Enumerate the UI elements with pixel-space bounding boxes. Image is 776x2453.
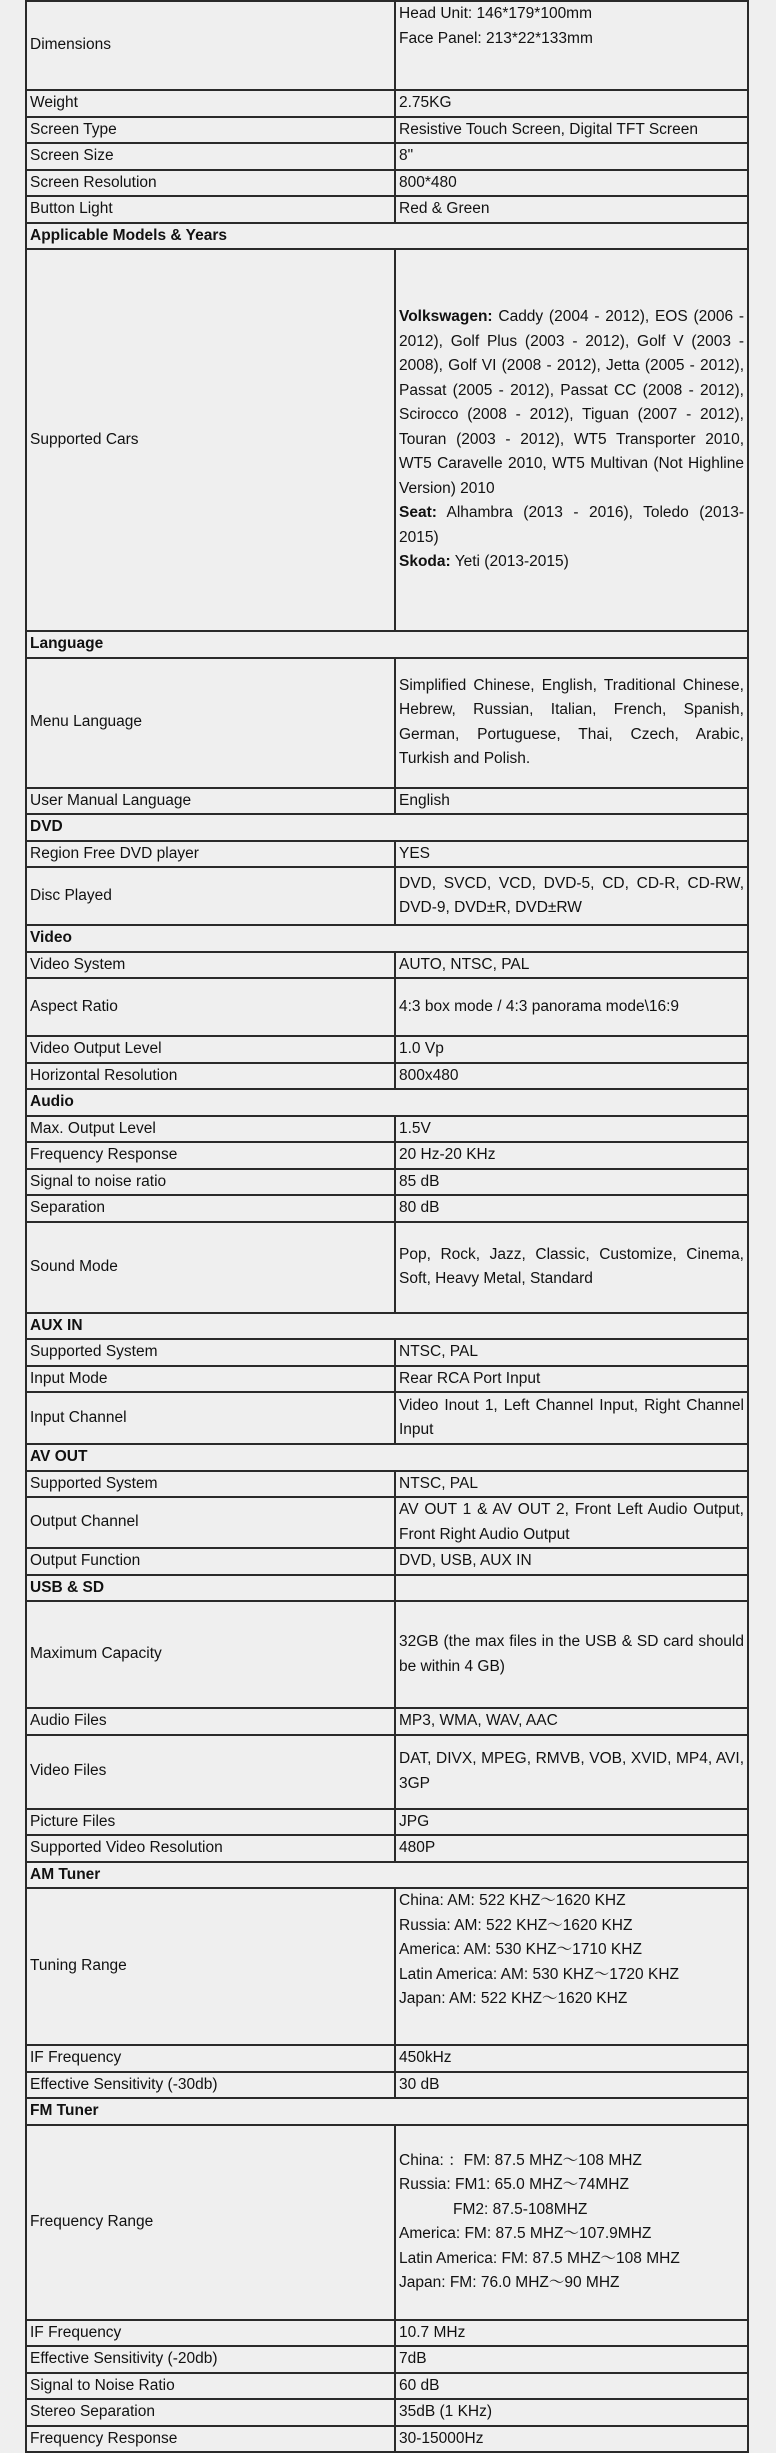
spec-value-line: FM2: 87.5-108MHZ [453, 2200, 588, 2218]
spec-value-line: China: AM: 522 KHZ～1620 KHZ [399, 1892, 626, 1909]
spec-value-line: Japan: FM: 76.0 MHZ～90 MHZ [399, 2274, 620, 2291]
spec-value: 30-15000Hz [395, 2426, 748, 2453]
section-title: FM Tuner [26, 2098, 748, 2125]
table-row [26, 117, 748, 144]
spec-label: Button Light [26, 196, 395, 223]
table-row [26, 1222, 748, 1313]
section-row [26, 631, 748, 658]
spec-value: 35dB (1 KHz) [395, 2399, 748, 2426]
spec-label: Supported Video Resolution [26, 1835, 395, 1862]
spec-label: Video Output Level [26, 1036, 395, 1063]
table-row [26, 1471, 748, 1498]
table-row [26, 1708, 748, 1735]
table-row [26, 658, 748, 788]
section-title: AV OUT [26, 1444, 748, 1471]
model-list: Alhambra (2013 - 2016), Toledo (2013-2015) [399, 504, 744, 546]
spec-value: 480P [395, 1835, 748, 1862]
table-row [26, 1735, 748, 1809]
spec-label: IF Frequency [26, 2320, 395, 2347]
spec-value: NTSC, PAL [395, 1339, 748, 1366]
table-row [26, 2426, 748, 2453]
model-list: Yeti (2013-2015) [454, 553, 569, 571]
spec-label: Screen Size [26, 143, 395, 170]
spec-label: IF Frequency [26, 2045, 395, 2072]
spec-label: Dimensions [26, 1, 395, 90]
spec-value-line: China: ：FM: 87.5 MHZ～108 MHZ [399, 2151, 642, 2169]
spec-value-line: Head Unit: 146*179*100mm [399, 5, 593, 22]
table-row [26, 2045, 748, 2072]
brand-name: Skoda: [399, 553, 451, 571]
section-row [26, 2098, 748, 2125]
supported-cars-vw [399, 305, 744, 501]
spec-value: 1.0 Vp [395, 1036, 748, 1063]
spec-value: NTSC, PAL [395, 1471, 748, 1498]
spec-label: Effective Sensitivity (-30db) [26, 2072, 395, 2099]
spec-value: AV OUT 1 & AV OUT 2, Front Left Audio Output, Front Right Audio Output [395, 1497, 748, 1548]
spec-value: JPG [395, 1809, 748, 1836]
section-row [26, 1575, 748, 1602]
spec-value [395, 1, 748, 90]
spec-label: Signal to noise ratio [26, 1169, 395, 1196]
empty-cell [395, 1575, 748, 1602]
spec-label: Input Mode [26, 1366, 395, 1393]
table-row [26, 952, 748, 979]
spec-value: 4:3 box mode / 4:3 panorama mode\16:9 [395, 978, 748, 1036]
spec-label: Output Function [26, 1548, 395, 1575]
spec-label: Horizontal Resolution [26, 1063, 395, 1090]
table-row [26, 1339, 748, 1366]
table-row [26, 1169, 748, 1196]
table-row [26, 2072, 748, 2099]
spec-label: Maximum Capacity [26, 1601, 395, 1708]
spec-value: Red & Green [395, 196, 748, 223]
table-row [26, 1497, 748, 1548]
spec-value [395, 2125, 748, 2320]
spec-value: 8" [395, 143, 748, 170]
spec-value: DVD, SVCD, VCD, DVD-5, CD, CD-R, CD-RW, DVD-9, DVD±R, DVD±RW [395, 867, 748, 925]
section-row [26, 814, 748, 841]
table-row [26, 978, 748, 1036]
table-row [26, 1142, 748, 1169]
table-row [26, 867, 748, 925]
table-row [26, 90, 748, 117]
spec-value: 2.75KG [395, 90, 748, 117]
spec-value: 32GB (the max files in the USB & SD card should be within 4 GB) [395, 1601, 748, 1708]
spec-value-line: Russia: AM: 522 KHZ～1620 KHZ [399, 1916, 633, 1934]
spec-value: Simplified Chinese, English, Traditional Chinese, Hebrew, Russian, Italian, French, Spanish, German, Portuguese, Thai, Czech, Arabic, Turkish and Polish. [395, 658, 748, 788]
spec-value: 30 dB [395, 2072, 748, 2099]
table-row [26, 841, 748, 868]
section-row [26, 1313, 748, 1340]
table-row [26, 196, 748, 223]
section-row [26, 925, 748, 952]
table-row [26, 2399, 748, 2426]
table-row [26, 1888, 748, 2045]
spec-value: 80 dB [395, 1195, 748, 1222]
brand-name: Seat: [399, 504, 437, 522]
spec-value: Resistive Touch Screen, Digital TFT Screen [395, 117, 748, 144]
section-title: Language [26, 631, 748, 658]
table-row [26, 1116, 748, 1143]
spec-label: Frequency Response [26, 1142, 395, 1169]
spec-label: Tuning Range [26, 1888, 395, 2045]
spec-label: Frequency Range [26, 2125, 395, 2320]
spec-label: Aspect Ratio [26, 978, 395, 1036]
spec-value: 800*480 [395, 170, 748, 197]
spec-value-line: Face Panel: 213*22*133mm [399, 29, 593, 47]
spec-value: English [395, 788, 748, 815]
spec-label: Effective Sensitivity (-20db) [26, 2346, 395, 2373]
table-row [26, 2320, 748, 2347]
spec-value-line: Latin America: FM: 87.5 MHZ～108 MHZ [399, 2249, 680, 2267]
spec-value: 85 dB [395, 1169, 748, 1196]
table-row [26, 1195, 748, 1222]
section-title: AUX IN [26, 1313, 748, 1340]
table-row [26, 1392, 748, 1444]
table-row [26, 170, 748, 197]
spec-value: DVD, USB, AUX IN [395, 1548, 748, 1575]
spec-value: 450kHz [395, 2045, 748, 2072]
spec-label: Screen Resolution [26, 170, 395, 197]
spec-label: Weight [26, 90, 395, 117]
spec-label: Video Files [26, 1735, 395, 1809]
spec-value-line: America: FM: 87.5 MHZ～107.9MHZ [399, 2225, 652, 2242]
spec-label: Sound Mode [26, 1222, 395, 1313]
spec-label: Frequency Response [26, 2426, 395, 2453]
spec-label: Screen Type [26, 117, 395, 144]
spec-label: Supported System [26, 1339, 395, 1366]
spec-label: Disc Played [26, 867, 395, 925]
table-row [26, 1366, 748, 1393]
spec-label: Audio Files [26, 1708, 395, 1735]
brand-name: Volkswagen: [399, 308, 493, 326]
table-row [26, 249, 748, 631]
table-row [26, 2346, 748, 2373]
section-title: Video [26, 925, 748, 952]
section-row [26, 1862, 748, 1889]
spec-value-line: Russia: FM1: 65.0 MHZ～74MHZ [399, 2176, 629, 2193]
table-row [26, 2125, 748, 2320]
spec-value: Video Inout 1, Left Channel Input, Right Channel Input [395, 1392, 748, 1444]
table-row [26, 143, 748, 170]
spec-label: Menu Language [26, 658, 395, 788]
model-list: Caddy (2004 - 2012), EOS (2006 - 2012), Golf Plus (2003 - 2012), Golf V (2003 - 2008), Golf VI (2008 - 2012), Jetta (2005 - 2012), Passat (2005 - 2012), Passat CC (2008 - 2012), Scirocco (2008 - 2012), Tiguan (2007 - 2012), Touran (2003 - 2012), WT5 Transporter 2010, WT5 Caravelle 2010, WT5 Multivan (Not Highline Version) 2010 [399, 308, 745, 497]
spec-label: User Manual Language [26, 788, 395, 815]
spec-value [395, 249, 748, 631]
section-title: AM Tuner [26, 1862, 748, 1889]
spec-label: Separation [26, 1195, 395, 1222]
spec-label: Supported System [26, 1471, 395, 1498]
spec-value-line: Japan: AM: 522 KHZ～1620 KHZ [399, 1990, 628, 2007]
spec-value: YES [395, 841, 748, 868]
spec-value: 1.5V [395, 1116, 748, 1143]
section-row [26, 1089, 748, 1116]
spec-label: Signal to Noise Ratio [26, 2373, 395, 2400]
spec-value: 60 dB [395, 2373, 748, 2400]
spec-label: Supported Cars [26, 249, 395, 631]
spec-value: DAT, DIVX, MPEG, RMVB, VOB, XVID, MP4, AVI, 3GP [395, 1735, 748, 1809]
table-row [26, 1063, 748, 1090]
spec-table [25, 0, 749, 2453]
section-row [26, 223, 748, 250]
spec-value: 20 Hz-20 KHz [395, 1142, 748, 1169]
section-title: USB & SD [26, 1575, 395, 1602]
spec-label: Picture Files [26, 1809, 395, 1836]
table-row [26, 2373, 748, 2400]
spec-value: AUTO, NTSC, PAL [395, 952, 748, 979]
spec-label: Stereo Separation [26, 2399, 395, 2426]
table-row [26, 1601, 748, 1708]
spec-value: Pop, Rock, Jazz, Classic, Customize, Cinema, Soft, Heavy Metal, Standard [395, 1222, 748, 1313]
spec-value [395, 1888, 748, 2045]
section-row [26, 1444, 748, 1471]
supported-cars-skoda [399, 550, 744, 575]
table-row [26, 1548, 748, 1575]
spec-value: 800x480 [395, 1063, 748, 1090]
table-row [26, 1, 748, 90]
table-row [26, 788, 748, 815]
table-row [26, 1036, 748, 1063]
table-row [26, 1809, 748, 1836]
supported-cars-seat [399, 501, 744, 550]
table-row [26, 1835, 748, 1862]
spec-label: Max. Output Level [26, 1116, 395, 1143]
spec-value-line: America: AM: 530 KHZ～1710 KHZ [399, 1941, 642, 1958]
section-title: DVD [26, 814, 748, 841]
spec-value: 10.7 MHz [395, 2320, 748, 2347]
section-title: Applicable Models & Years [26, 223, 748, 250]
spec-value: MP3, WMA, WAV, AAC [395, 1708, 748, 1735]
spec-value-line: Latin America: AM: 530 KHZ～1720 KHZ [399, 1965, 679, 1983]
spec-label: Video System [26, 952, 395, 979]
spec-label: Output Channel [26, 1497, 395, 1548]
spec-label: Region Free DVD player [26, 841, 395, 868]
spec-value: 7dB [395, 2346, 748, 2373]
section-title: Audio [26, 1089, 748, 1116]
spec-value: Rear RCA Port Input [395, 1366, 748, 1393]
spec-label: Input Channel [26, 1392, 395, 1444]
